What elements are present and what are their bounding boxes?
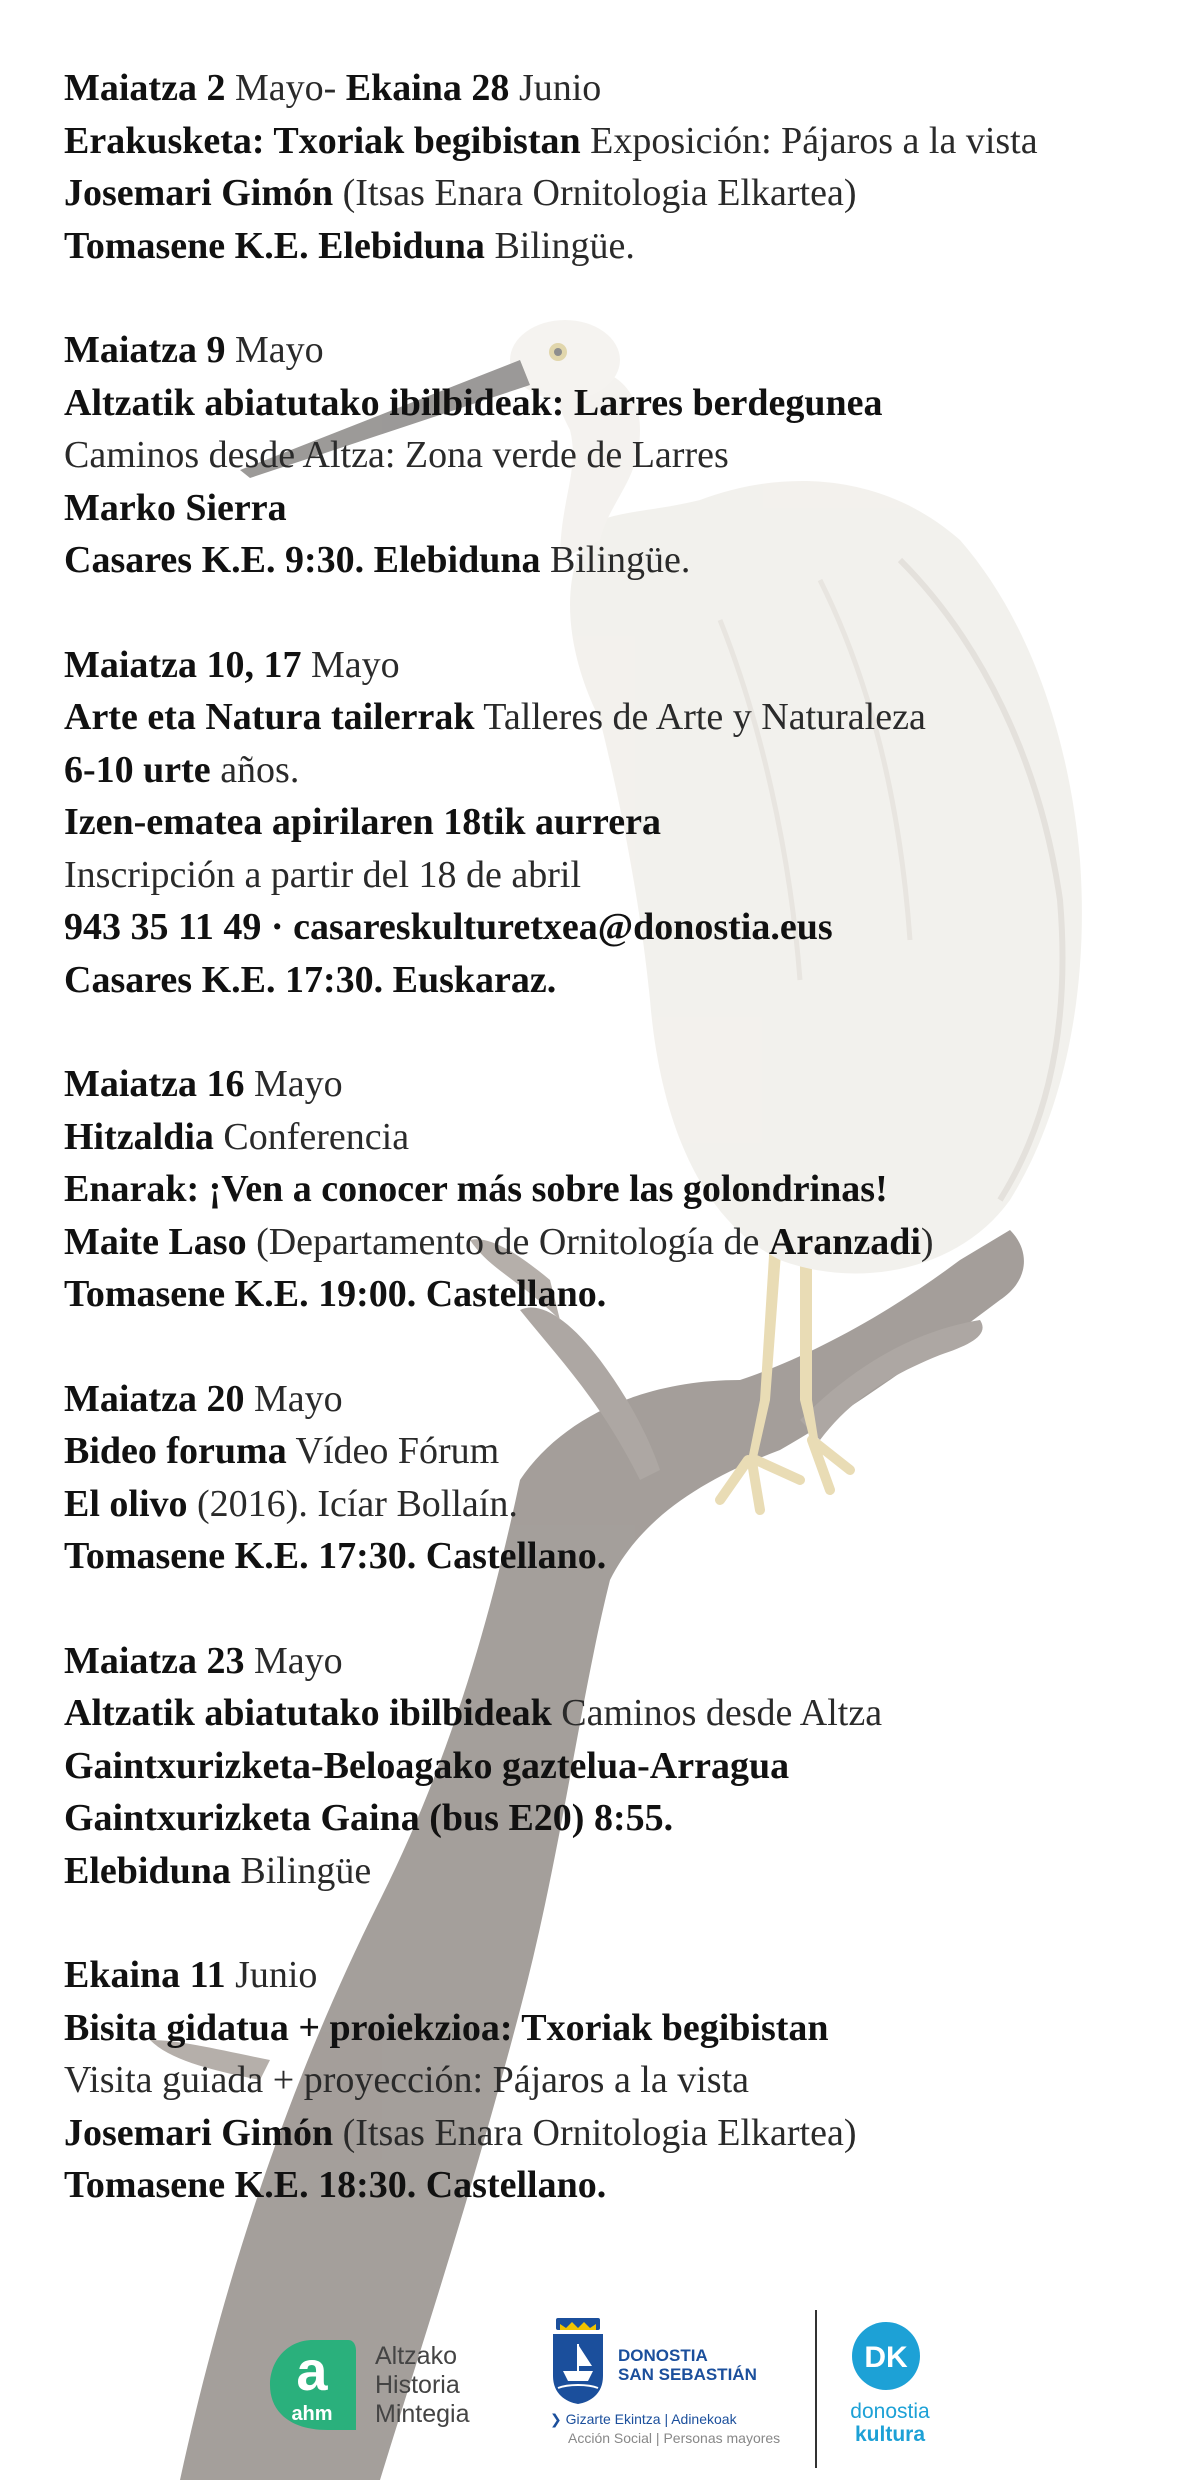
event-list [64, 62, 1164, 2264]
event-line [64, 1111, 1164, 1164]
event-line [64, 954, 1164, 1007]
chevron-right-icon: ❯ [550, 2411, 566, 2427]
ahm-text [375, 2342, 470, 2429]
event-line [64, 849, 1164, 902]
event-text-regular: Visita guiada + proyección: Pájaros a la vista [64, 2059, 750, 2101]
event-line [64, 1949, 1164, 2002]
donostia-name [618, 2346, 757, 2384]
event-text-bold: Izen-ematea apirilaren 18tik aurrera [64, 801, 661, 843]
event-text-bold: Hitzaldia [64, 1115, 214, 1158]
event-line [64, 2054, 1164, 2107]
event-block [64, 639, 1164, 1007]
event-text-regular: Junio [509, 67, 602, 109]
event-line [64, 1216, 1164, 1269]
donostia-sub-line-2: Acción Social | Personas mayores [568, 2430, 781, 2446]
event-line [64, 2107, 1164, 2160]
event-block [64, 1373, 1164, 1583]
event-line [64, 1687, 1164, 1740]
event-line [64, 429, 1164, 482]
event-text-bold: Tomasene K.E. 17:30. Castellano. [64, 1535, 607, 1577]
event-line [64, 1268, 1164, 1321]
event-text-bold: Marko Sierra [64, 486, 287, 529]
event-text-regular: Caminos desde Altza: Zona verde de Larres [64, 434, 729, 476]
event-text-bold: Tomasene K.E. Elebiduna [64, 224, 485, 267]
event-line [64, 2159, 1164, 2212]
event-text-regular: Inscripción a partir del 18 de abril [64, 853, 582, 896]
ahm-logo-icon [268, 2330, 358, 2440]
event-line [64, 2002, 1164, 2055]
event-text-regular: Bilingüe. [540, 539, 691, 581]
event-text-regular: Conferencia [213, 1115, 410, 1158]
event-text-regular: años. [210, 748, 300, 791]
event-line [64, 324, 1164, 377]
event-text-bold: Tomasene K.E. 19:00. Castellano. [64, 1273, 607, 1315]
event-text-bold: Arte eta Natura tailerrak [64, 696, 475, 738]
event-text-regular: Exposición: Pájaros a la vista [580, 119, 1038, 162]
event-text-regular: Talleres de Arte y Naturaleza [474, 696, 926, 738]
event-line [64, 691, 1164, 744]
kultura-line-1: donostia [850, 2400, 930, 2423]
event-line [64, 115, 1164, 168]
event-text-bold: Maiatza 10, 17 [64, 643, 302, 686]
event-line [64, 796, 1164, 849]
sponsor-footer [0, 2290, 1181, 2480]
event-line [64, 744, 1164, 797]
event-text-bold: Maiatza 9 [64, 329, 226, 371]
donostia-crest-icon [548, 2316, 608, 2406]
event-text-regular: Junio [225, 1954, 318, 1996]
event-text-bold: Gaintxurizketa Gaina (bus E20) 8:55. [64, 1797, 674, 1839]
ahm-logo-abbr: ahm [291, 2403, 333, 2425]
event-text-bold: Casares K.E. 9:30. Elebiduna [64, 539, 541, 581]
event-text-regular: Mayo- [225, 67, 346, 109]
donostia-name-line-1: DONOSTIA [618, 2346, 708, 2365]
ahm-line-1: Altzako [375, 2342, 457, 2370]
event-text-regular: Mayo [244, 1063, 343, 1105]
event-text-regular: Mayo [244, 1377, 343, 1420]
event-text-regular: Mayo [301, 643, 400, 686]
event-text-bold: Bisita gidatua + proiekzioa: Txoriak begibistan [64, 2006, 829, 2049]
dk-logo-text: DK [864, 2341, 908, 2374]
event-line [64, 1635, 1164, 1688]
donostia-department [550, 2410, 780, 2448]
event-text-regular: Bilingüe. [484, 224, 635, 267]
event-text-bold: Josemari Gimón [64, 2111, 334, 2154]
event-line [64, 1740, 1164, 1793]
event-text-bold: Tomasene K.E. 18:30. Castellano. [64, 2164, 607, 2206]
event-block [64, 1949, 1164, 2212]
event-text-bold: Maiatza 20 [64, 1377, 245, 1420]
event-text-bold: 6-10 urte [64, 748, 211, 791]
event-text-bold: El olivo [64, 1482, 188, 1525]
event-text-regular: Mayo [225, 329, 324, 371]
ahm-logo-letter: a [296, 2339, 328, 2402]
event-text-regular: (Itsas Enara Ornitologia Elkartea) [333, 172, 857, 214]
event-line [64, 62, 1164, 115]
event-line [64, 1425, 1164, 1478]
event-line [64, 1845, 1164, 1898]
event-line [64, 1478, 1164, 1531]
event-block [64, 62, 1164, 272]
event-line [64, 1163, 1164, 1216]
event-text-regular: (Departamento de Ornitología de [246, 1220, 769, 1263]
event-text-regular: (2016). Icíar Bollaín. [187, 1482, 518, 1525]
event-text-regular: Bilingüe [230, 1849, 372, 1892]
kultura-line-2: kultura [854, 2423, 925, 2446]
event-line [64, 482, 1164, 535]
event-text-bold: Maite Laso [64, 1220, 247, 1263]
event-text-bold: Altzatik abiatutako ibilbideak [64, 1692, 552, 1734]
event-text-bold: Maiatza 16 [64, 1063, 245, 1105]
ahm-line-3: Mintegia [375, 2400, 470, 2428]
event-line [64, 639, 1164, 692]
event-line [64, 1373, 1164, 1426]
event-line [64, 901, 1164, 954]
donostia-name-line-2: SAN SEBASTIÁN [618, 2365, 757, 2384]
event-line [64, 220, 1164, 273]
event-line [64, 1792, 1164, 1845]
event-text-bold: Enarak: ¡Ven a conocer más sobre las golondrinas! [64, 1168, 888, 1210]
event-line [64, 534, 1164, 587]
event-line [64, 1530, 1164, 1583]
event-text-bold: Josemari Gimón [64, 172, 334, 214]
event-text-bold: Elebiduna [64, 1849, 231, 1892]
event-block [64, 1058, 1164, 1321]
event-text-bold: Erakusketa: Txoriak begibistan [64, 119, 581, 162]
donostia-sub-line-1: Gizarte Ekintza | Adinekoak [565, 2411, 737, 2427]
event-text-bold: Maiatza 23 [64, 1639, 245, 1682]
donostia-kultura-logo-icon [850, 2320, 922, 2392]
event-line [64, 1058, 1164, 1111]
event-text-bold: Altzatik abiatutako ibilbideak: Larres berdegunea [64, 381, 883, 424]
event-block [64, 1635, 1164, 1898]
event-text-regular: Mayo [244, 1639, 343, 1682]
event-text-bold: Ekaina 11 [64, 1954, 226, 1996]
event-text-bold: 943 35 11 49 · casareskulturetxea@donostia.eus [64, 906, 833, 948]
event-text-bold: Maiatza 2 [64, 67, 226, 109]
event-text-bold: Ekaina 28 [345, 67, 510, 109]
event-text-bold: Casares K.E. 17:30. Euskaraz. [64, 958, 557, 1001]
event-text-bold: Aranzadi [768, 1220, 921, 1263]
ahm-line-2: Historia [375, 2371, 460, 2399]
event-text-regular: Caminos desde Altza [551, 1692, 883, 1734]
event-text-bold: Bideo foruma [64, 1430, 287, 1472]
event-line [64, 167, 1164, 220]
event-text-bold: Gaintxurizketa-Beloagako gaztelua-Arragua [64, 1744, 790, 1787]
event-line [64, 377, 1164, 430]
event-block [64, 324, 1164, 587]
event-text-regular: ) [920, 1220, 934, 1263]
footer-divider [815, 2310, 817, 2468]
event-text-regular: Vídeo Fórum [286, 1430, 500, 1472]
event-text-regular: (Itsas Enara Ornitologia Elkartea) [333, 2111, 857, 2154]
donostia-kultura-text [840, 2400, 940, 2446]
